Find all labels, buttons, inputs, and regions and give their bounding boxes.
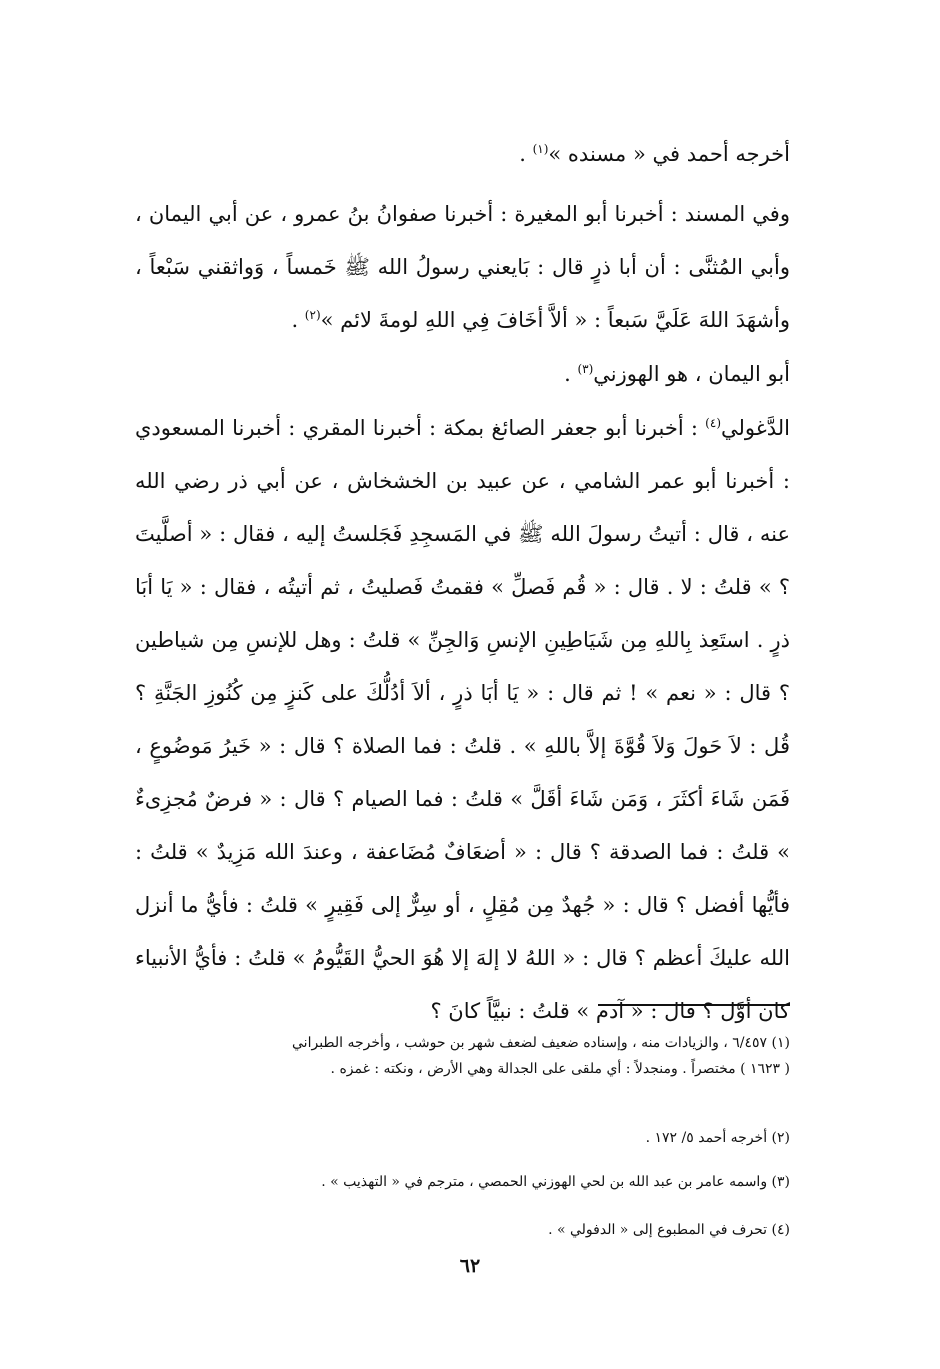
footnote-ref-4: (٤)	[705, 416, 721, 430]
paragraph-2	[135, 188, 790, 347]
paragraph-4	[135, 402, 790, 1038]
footnote-ref-3: (٣)	[577, 362, 594, 376]
footnote-1	[135, 1030, 790, 1082]
paragraph-2-end: .	[291, 308, 305, 332]
page-number: ٦٢	[459, 1255, 481, 1277]
footnote-ref-2: (٢)	[304, 308, 321, 322]
footnote-3: (٣) واسمه عامر بن عبد الله بن لحي الهوزني الحمصي ، مترجم في « التهذيب » .	[321, 1174, 790, 1190]
paragraph-4-lead: الدَّغولي	[721, 416, 790, 440]
paragraph-1-text: أخرجه أحمد في « مسنده »	[548, 142, 790, 166]
paragraph-3-text: أبو اليمان ، هو الهوزني	[593, 362, 790, 386]
paragraph-3-end: .	[564, 362, 578, 386]
footnote-2: (٢) أخرجه أحمد ٥/ ١٧٢ .	[645, 1130, 790, 1146]
footnote-1-line-2: ( ١٦٢٣ ) مختصراً . ومنجدلاً : أي ملقى على الجدالة وهي الأرض ، ونكته : غمزه .	[330, 1061, 790, 1077]
paragraph-4-text: : أخبرنا أبو جعفر الصائغ بمكة : أخبرنا المقري : أخبرنا المسعودي : أخبرنا أبو عمر الشامي ، عن عبيد بن الخشخاش ، عن أبي ذر رضي الله عنه ، قال : أتيتُ رسولَ الله ﷺ في المَسجِدِ فَجَلستُ إليه ، فقال : « أصلَّيتَ ؟ » قلتُ : لا . قال : « قُم فَصلِّ » فقمتُ فَصليتُ ، ثم أتيتُه ، فقال : « يَا أبَا ذرٍ . استَعِذ بِاللهِ مِن شَيَاطِينِ الإنسِ وَالجِنِّ » قلتُ : وهل للإنسِ مِن شياطين ؟ قال : « نعم » ! ثم قال : « يَا أبَا ذرٍ ، ألاَ أدُلُّكَ على كَنزٍ مِن كُنُوزِ الجَنَّةِ ؟ قُل : لاَ حَولَ وَلاَ قُوَّةَ إلاَّ باللهِ » . قلتُ : فما الصلاة ؟ قال : « خَيرُ مَوضُوعٍ ، فَمَن شَاءَ أكثَرَ ، وَمَن شَاءَ أقَلَّ » قلتُ : فما الصيام ؟ قال : « فرضٌ مُجزِىءٌ » قلتُ : فما الصدقة ؟ قال : « أضعَافٌ مُضَاعفة ، وعندَ الله مَزِيدٌ » قلتُ : فأيُّها أفضل ؟ قال : « جُهدٌ مِن مُقِلٍ ، أو سِرٌّ إلى فَقِيرٍ » قلتُ : فأيُّ ما أنزل الله عليكَ أعظم ؟ قال : « اللهُ لا إلهَ إلا هُوَ الحيُّ القَيُّومُ » قلتُ : فأيُّ الأنبياء كان أوَّل ؟ قال : « آدم » قلتُ : نبيَّاً كانَ ؟	[135, 416, 790, 1023]
paragraph-2-text: وفي المسند : أخبرنا أبو المغيرة : أخبرنا صفوانُ بنُ عمرو ، عن أبي اليمان ، وأبي المُثنَّى : أن أبا ذرٍ قال : بَايعني رسولُ الله ﷺ خَمساً ، وَواثقني سَبْعاً ، وأشهَدَ اللهَ عَلَيَّ سَبعاً : « ألاَّ أخَافَ فِي اللهِ لومةَ لائم »	[135, 202, 790, 332]
footnote-1-line-1: (١) ٦/٤٥٧ ، والزيادات منه ، وإسناده ضعيف لضعف شهر بن حوشب ، وأخرجه الطبراني	[292, 1035, 790, 1051]
footnote-divider	[598, 1004, 790, 1006]
footnote-ref-1: (١)	[532, 142, 549, 156]
paragraph-1-end: .	[519, 142, 533, 166]
footnote-4: (٤) تحرف في المطبوع إلى « الدفولي » .	[548, 1222, 790, 1238]
paragraph-1	[135, 128, 790, 181]
paragraph-3	[135, 348, 790, 401]
